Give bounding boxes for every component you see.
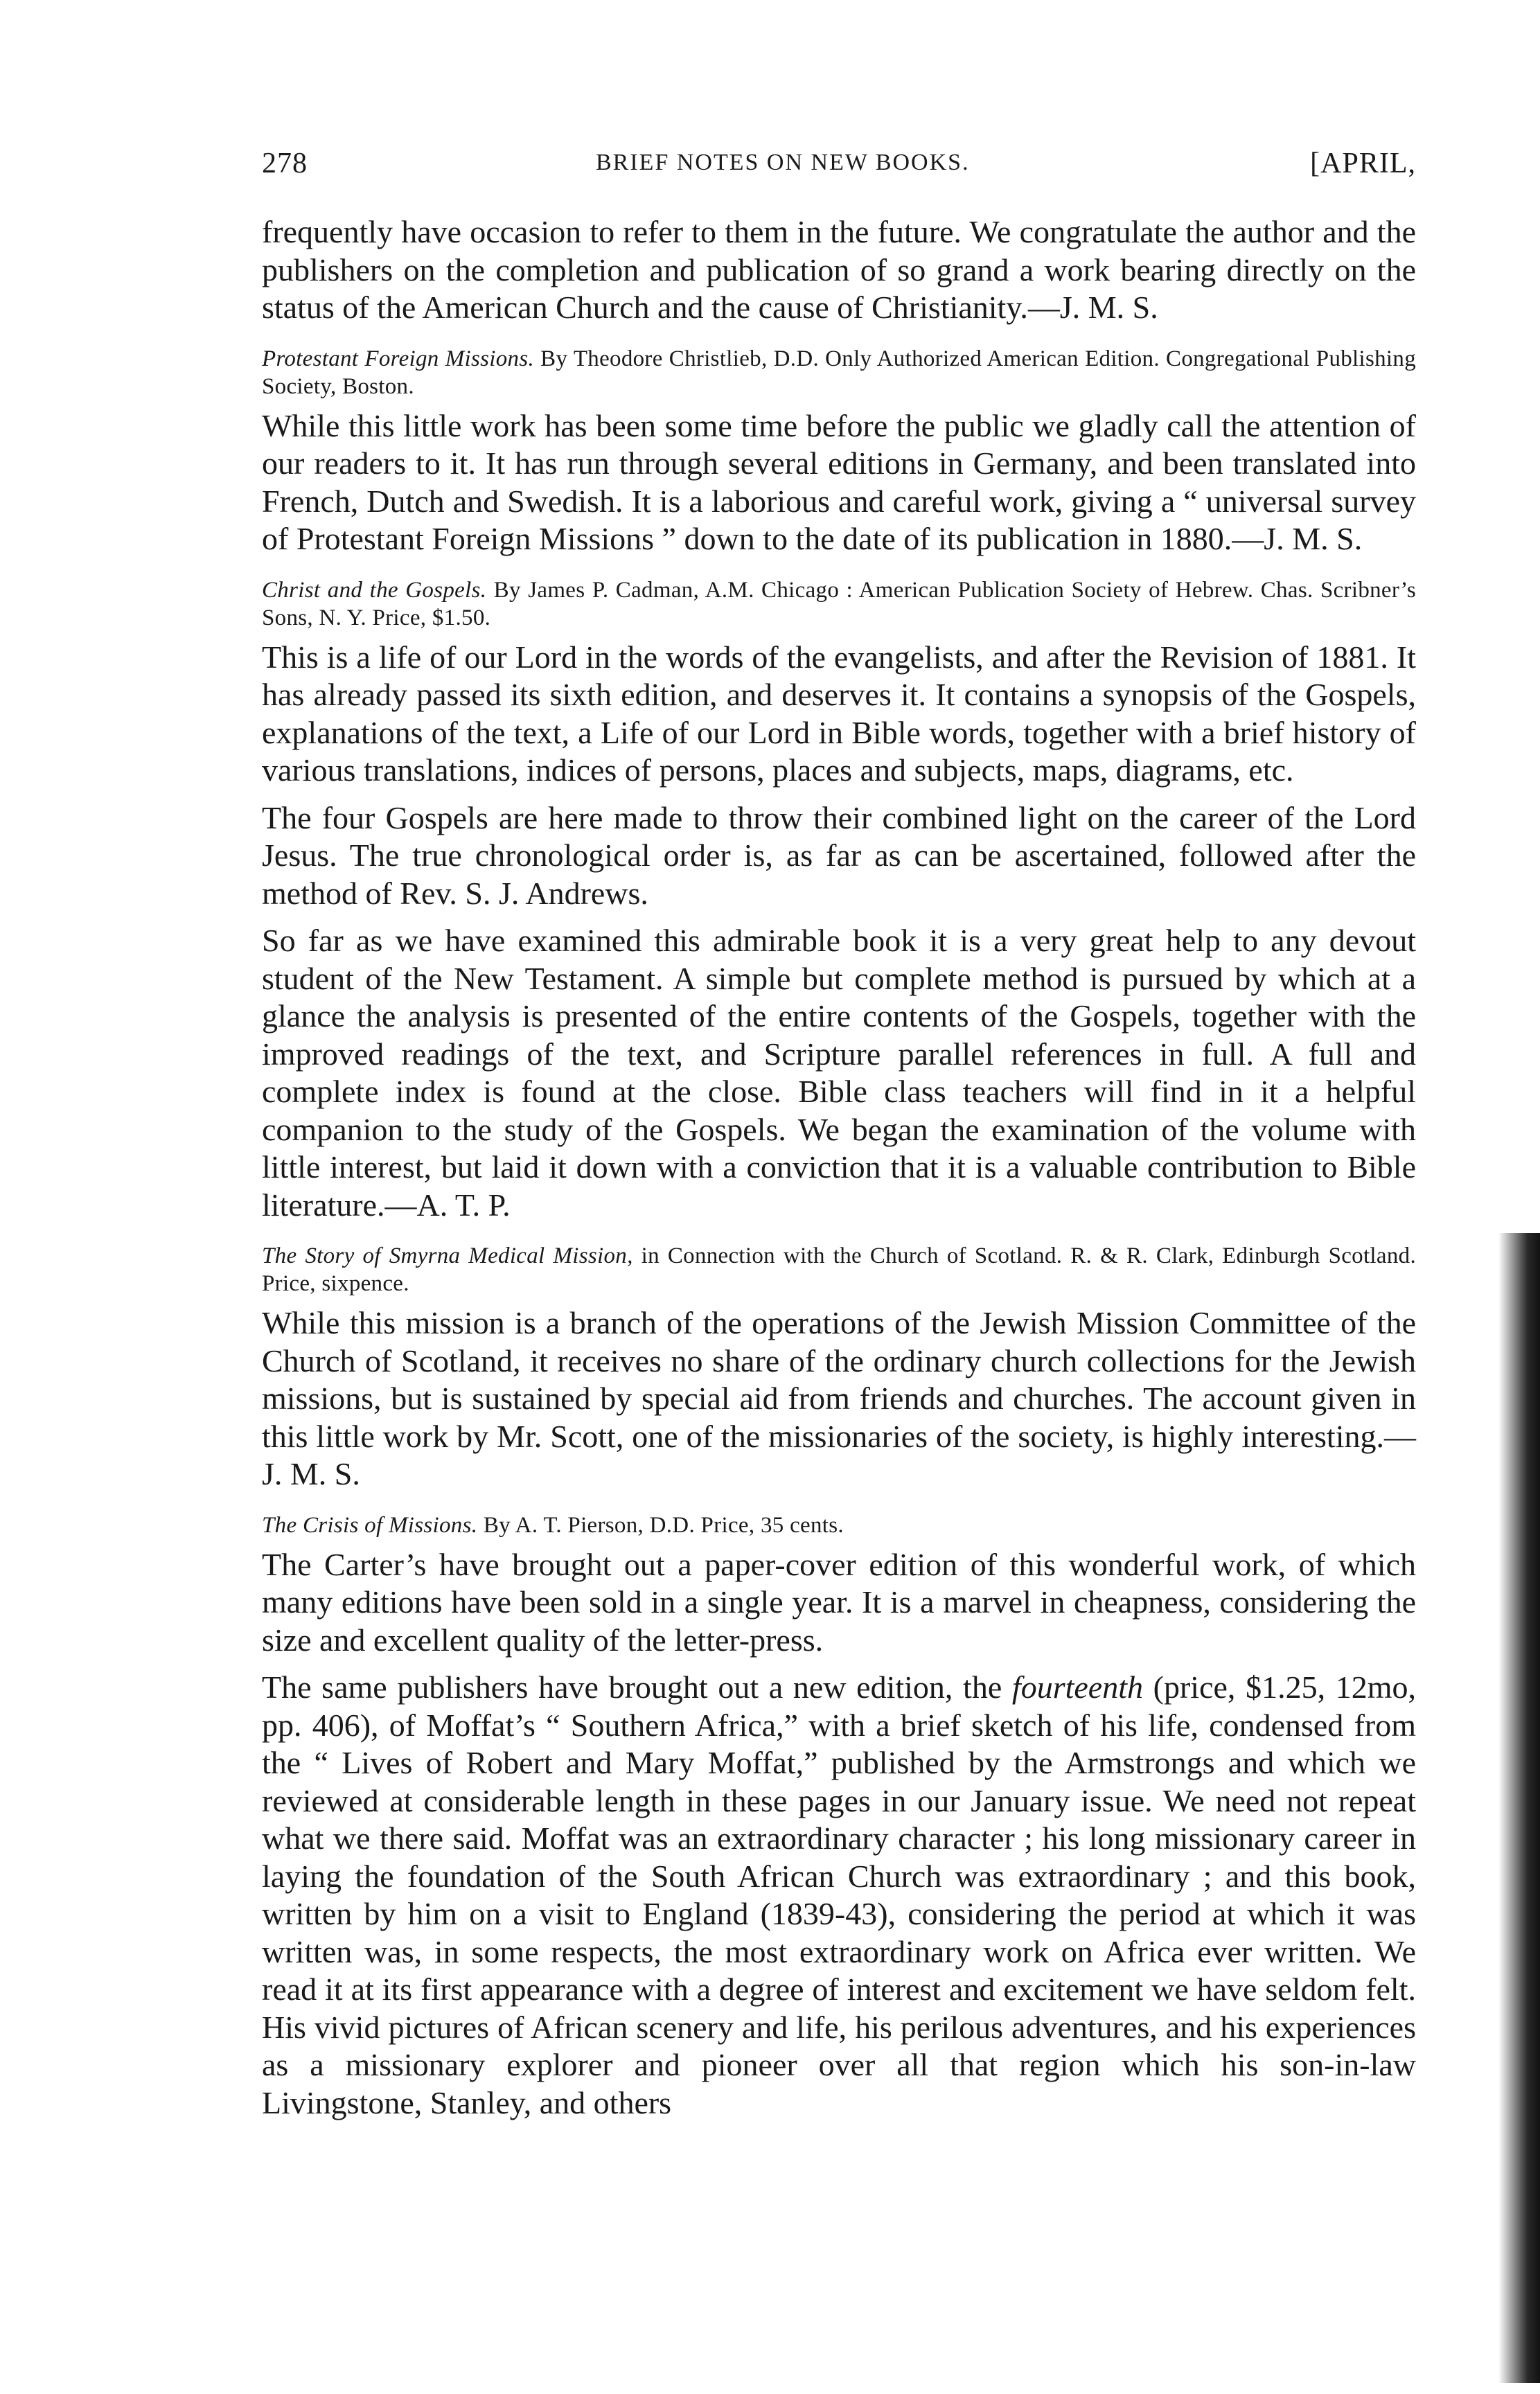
review-paragraph: While this little work has been some time before the public we gladly call the attention of our readers to it. It has run through several editions in Germany, and been translated into French, Dutch and Swedish. It is a laborious and careful work, giving a “ universal survey of Protestant Foreign Missions ” down to the date of its publication in 1880.—J. M. S. — [262, 407, 1416, 556]
page-edge-shadow — [1498, 1233, 1540, 2383]
review-paragraph — [262, 1669, 1416, 2122]
book-title: Christ and the Gospels. — [262, 577, 487, 603]
book-citation — [262, 1511, 1416, 1539]
paragraph-text: (price, $1.25, 12mo, pp. 406), of Moffat’s “ Southern Africa,” with a brief sketch of his life, condensed from the “ Lives of Robert and Mary Moffat,” published by the Armstrongs and which we reviewed at considerable length in these pages in our January issue. We need not repeat what we there said. Moffat was an extraordinary character ; his long missionary career in laying the foundation of the South African Church was extraordinary ; and this book, written by him on a visit to England (1839-43), considering the period at which it was written was, in some respects, the most extraordinary work on Africa ever written. We read it at its first appearance with a degree of interest and excitement we have seldom felt. His vivid pictures of African scenery and life, his perilous adventures, and his experiences as a missionary explorer and pioneer over all that region which his son-in-law Livingstone, Stanley, and others — [262, 1669, 1416, 2120]
review-paragraph: The four Gospels are here made to throw their combined light on the career of the Lord Jesus. The true chronological order is, as far as can be ascertained, followed after the method of Rev. S. J. Andrews. — [262, 799, 1416, 911]
book-citation — [262, 345, 1416, 400]
paragraph-text: The same publishers have brought out a new edition, the — [262, 1669, 1012, 1705]
review-paragraph: So far as we have examined this admirable book it is a very great help to any devout student of the New Testament. A simple but complete method is pursued by which at a glance the analysis is presented of the entire contents of the Gospels, together with the improved readings of the text, and Scripture parallel references in full. A full and complete index is found at the close. Bible class teachers will find in it a helpful companion to the study of the Gospels. We began the examination of the volume with little interest, but laid it down with a conviction that it is a valuable contribution to Bible literature.—A. T. P. — [262, 923, 1416, 1223]
emphasis-text: fourteenth — [1011, 1669, 1143, 1705]
review-paragraph: This is a life of our Lord in the words of the evangelists, and after the Revision of 1881. It has already passed its sixth edition, and deserves it. It contains a synopsis of the Gospels, explanations of the text, a Life of our Lord in Bible words, together with a brief history of various translations, indices of persons, places and subjects, maps, diagrams, etc. — [262, 639, 1416, 788]
book-citation — [262, 1242, 1416, 1297]
running-month: [APRIL, — [1310, 148, 1416, 179]
book-title: Protestant Foreign Missions. — [262, 346, 535, 371]
book-title: The Story of Smyrna Medical Mission, — [262, 1243, 633, 1268]
running-title: BRIEF NOTES ON NEW BOOKS. — [596, 150, 970, 175]
book-details: By Theodore Christlieb, D.D. Only Authorized American Edition. Congregational Publishing Society, Boston. — [262, 346, 1416, 399]
page-body — [262, 213, 1416, 2122]
book-details: By A. T. Pierson, D.D. Price, 35 cents. — [477, 1512, 844, 1538]
book-details: By James P. Cadman, A.M. Chicago : American Publication Society of Hebrew. Chas. Scribner’s Sons, N. Y. Price, $1.50. — [262, 577, 1416, 630]
page-number: 278 — [262, 148, 308, 179]
book-title: The Crisis of Missions. — [262, 1512, 478, 1538]
running-header — [262, 147, 1416, 188]
review-paragraph: The Carter’s have brought out a paper-cover edition of this wonderful work, of which many editions have been sold in a single year. It is a marvel in cheapness, considering the size and excellent quality of the letter-press. — [262, 1546, 1416, 1658]
book-citation — [262, 576, 1416, 632]
review-paragraph: frequently have occasion to refer to them in the future. We congratulate the author and the publishers on the completion and publication of so grand a work bearing directly on the status of the American Church and the cause of Christianity.—J. M. S. — [262, 214, 1416, 325]
book-details: in Connection with the Church of Scotland. R. & R. Clark, Edinburgh Scotland. Price, sixpence. — [262, 1243, 1416, 1296]
review-paragraph: While this mission is a branch of the operations of the Jewish Mission Committee of the Church of Scotland, it receives no share of the ordinary church collections for the Jewish missions, but is sustained by special aid from friends and churches. The account given in this little work by Mr. Scott, one of the missionaries of the society, is highly interesting.—J. M. S. — [262, 1305, 1416, 1491]
